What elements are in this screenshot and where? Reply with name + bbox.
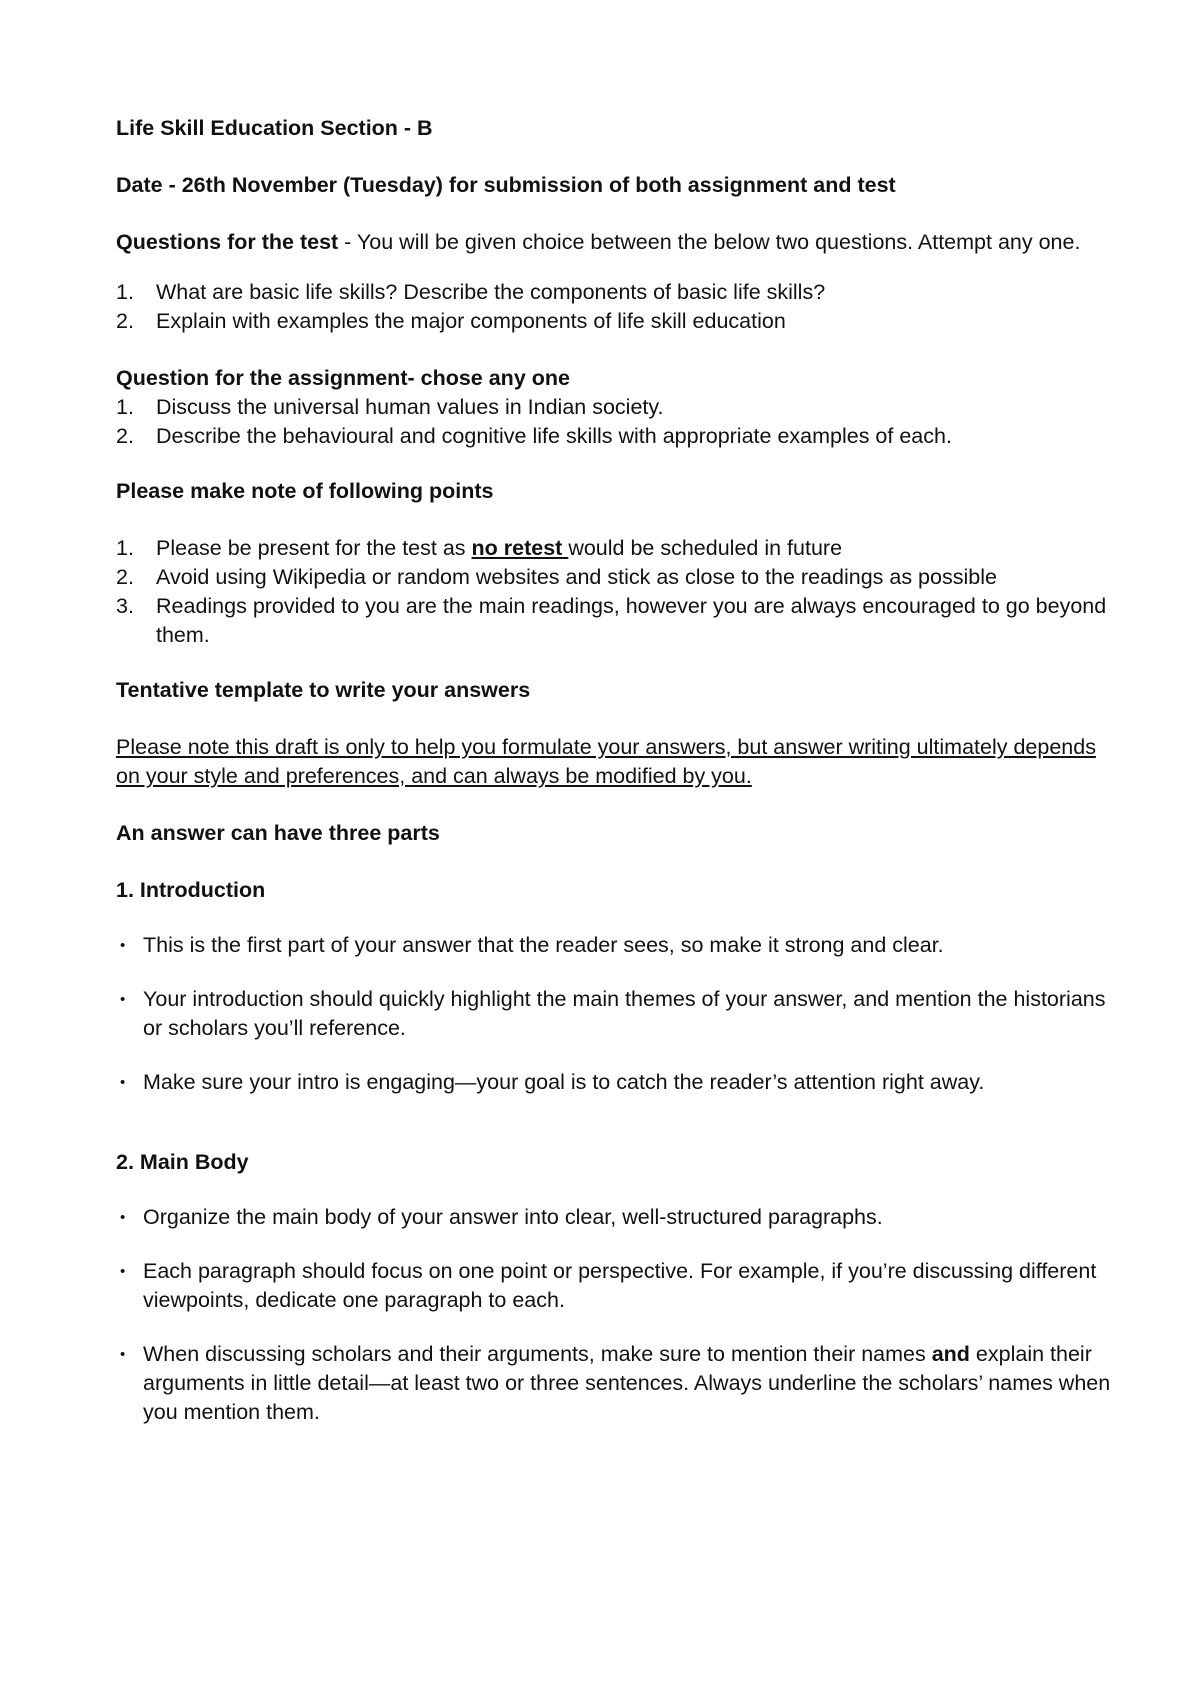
bullet-text: Make sure your intro is engaging—your goal is to catch the reader’s attention right away. <box>143 1070 985 1094</box>
note-point <box>116 534 1116 563</box>
note-text: Avoid using Wikipedia or random websites and stick as close to the readings as possible <box>156 565 997 589</box>
question-text: What are basic life skills? Describe the components of basic life skills? <box>156 280 826 304</box>
note-text: Readings provided to you are the main readings, however you are always encouraged to go beyond them. <box>156 594 1107 647</box>
bullet-text: When discussing scholars and their arguments, make sure to mention their names <box>143 1342 932 1366</box>
introduction-heading: 1. Introduction <box>116 878 266 902</box>
bullet-text: Each paragraph should focus on one point or perspective. For example, if you’re discussing different viewpoints, dedicate one paragraph to each. <box>143 1259 1097 1312</box>
bullet-item <box>116 1257 1116 1315</box>
test-question <box>116 307 1116 336</box>
and-emphasis: and <box>931 1342 970 1366</box>
bullet-text: Organize the main body of your answer into clear, well-structured paragraphs. <box>143 1205 883 1229</box>
list-number: 2. <box>116 309 134 333</box>
main-body-heading: 2. Main Body <box>116 1150 249 1174</box>
question-text: Explain with examples the major components of life skill education <box>156 309 786 333</box>
assignment-question-list <box>116 393 1116 451</box>
bullet-item <box>116 985 1116 1043</box>
bullet-icon: • <box>120 937 126 954</box>
main-body-bullets <box>116 1203 1116 1427</box>
question-text: Discuss the universal human values in Indian society. <box>156 395 664 419</box>
question-text: Describe the behavioural and cognitive life skills with appropriate examples of each. <box>156 424 952 448</box>
document-page <box>116 114 1116 1427</box>
document-title: Life Skill Education Section - B <box>116 116 433 140</box>
list-number: 2. <box>116 565 134 589</box>
bullet-icon: • <box>120 991 126 1008</box>
note-point <box>116 592 1116 650</box>
test-heading: Questions for the test <box>116 230 339 254</box>
template-heading: Tentative template to write your answers <box>116 678 531 702</box>
list-number: 1. <box>116 395 134 419</box>
bullet-text: This is the first part of your answer that the reader sees, so make it strong and clear. <box>143 933 944 957</box>
list-number: 1. <box>116 280 134 304</box>
introduction-bullets <box>116 931 1116 1097</box>
assignment-heading: Question for the assignment- chose any one <box>116 366 570 390</box>
list-number: 1. <box>116 536 134 560</box>
bullet-item <box>116 1340 1116 1427</box>
bullet-text: explain their arguments in little detail—at least two or three sentences. Always underline the scholars’ names when you mention them. <box>143 1342 1111 1424</box>
test-question <box>116 278 1116 307</box>
list-number: 2. <box>116 424 134 448</box>
parts-heading: An answer can have three parts <box>116 821 440 845</box>
list-number: 3. <box>116 594 134 618</box>
note-text: would be scheduled in future <box>568 536 843 560</box>
assignment-question <box>116 393 1116 422</box>
notes-list <box>116 534 1116 650</box>
notes-heading: Please make note of following points <box>116 479 494 503</box>
template-note: Please note this draft is only to help you formulate your answers, but answer writing ultimately depends on your style and preferences, and can always be modified by you. <box>116 735 1096 788</box>
assignment-question <box>116 422 1116 451</box>
no-retest-emphasis: no retest <box>471 536 569 560</box>
test-instructions <box>116 228 1116 257</box>
bullet-item <box>116 1203 1116 1232</box>
bullet-text: Your introduction should quickly highlight the main themes of your answer, and mention the historians or scholars you’ll reference. <box>143 987 1106 1040</box>
bullet-item <box>116 1068 1116 1097</box>
bullet-item <box>116 931 1116 960</box>
note-point <box>116 563 1116 592</box>
bullet-icon: • <box>120 1209 126 1226</box>
bullet-icon: • <box>120 1074 126 1091</box>
bullet-icon: • <box>120 1263 126 1280</box>
note-text: Please be present for the test as <box>156 536 472 560</box>
date-line: Date - 26th November (Tuesday) for submission of both assignment and test <box>116 173 896 197</box>
test-intro: - You will be given choice between the below two questions. Attempt any one. <box>338 230 1081 254</box>
test-question-list <box>116 278 1116 336</box>
bullet-icon: • <box>120 1346 126 1363</box>
